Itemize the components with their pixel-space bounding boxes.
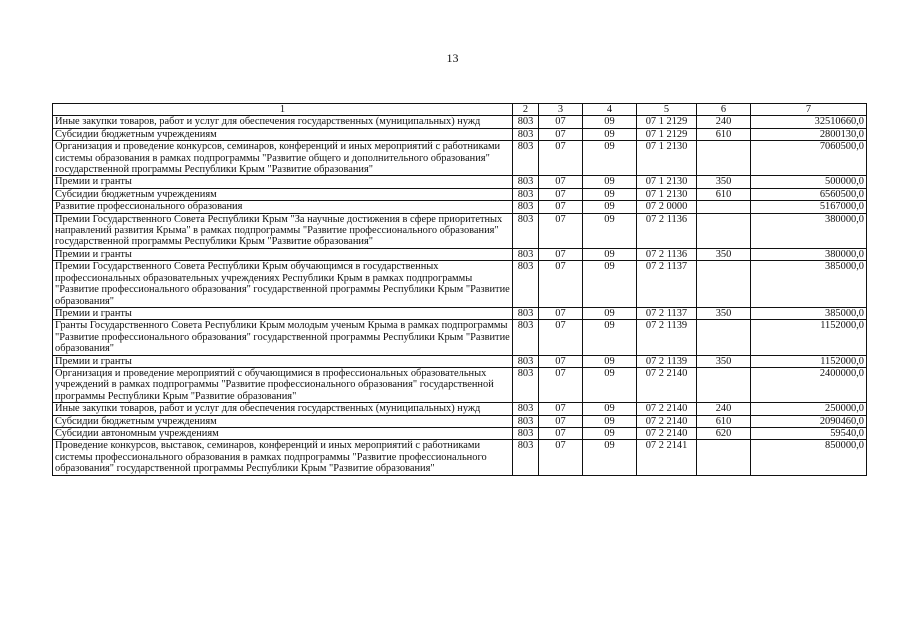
row-code-3: 07 bbox=[539, 201, 583, 213]
table-row bbox=[53, 403, 867, 415]
row-code-4: 09 bbox=[583, 403, 637, 415]
row-code-5: 07 2 1137 bbox=[637, 307, 697, 319]
row-name: Иные закупки товаров, работ и услуг для обеспечения государственных (муниципальных) нужд bbox=[53, 116, 513, 128]
table-row bbox=[53, 176, 867, 188]
table-row bbox=[53, 367, 867, 402]
row-amount: 5167000,0 bbox=[751, 201, 867, 213]
row-name: Организация и проведение конкурсов, семинаров, конференций и иных мероприятий с работниками системы образования в рамках подпрограммы "Развитие общего и дополнительного образования" государственной программы Республики Крым "Развитие образования" bbox=[53, 141, 513, 176]
column-header: 2 bbox=[513, 104, 539, 116]
table-row bbox=[53, 261, 867, 308]
row-name: Премии и гранты bbox=[53, 307, 513, 319]
row-amount: 1152000,0 bbox=[751, 320, 867, 355]
table-row bbox=[53, 128, 867, 140]
row-code-3: 07 bbox=[539, 307, 583, 319]
row-code-6: 240 bbox=[697, 116, 751, 128]
row-code-4: 09 bbox=[583, 261, 637, 308]
row-code-4: 09 bbox=[583, 367, 637, 402]
row-code-6 bbox=[697, 213, 751, 248]
row-code-3: 07 bbox=[539, 427, 583, 439]
column-header: 4 bbox=[583, 104, 637, 116]
row-code-6: 350 bbox=[697, 307, 751, 319]
row-code-4: 09 bbox=[583, 415, 637, 427]
row-code-5: 07 2 1139 bbox=[637, 355, 697, 367]
row-code-4: 09 bbox=[583, 201, 637, 213]
row-code-4: 09 bbox=[583, 213, 637, 248]
row-code-4: 09 bbox=[583, 116, 637, 128]
row-amount: 500000,0 bbox=[751, 176, 867, 188]
row-code-6: 610 bbox=[697, 128, 751, 140]
row-code-5: 07 2 2141 bbox=[637, 440, 697, 475]
table-row bbox=[53, 188, 867, 200]
row-code-5: 07 1 2130 bbox=[637, 176, 697, 188]
row-amount: 385000,0 bbox=[751, 261, 867, 308]
row-amount: 2800130,0 bbox=[751, 128, 867, 140]
row-code-4: 09 bbox=[583, 440, 637, 475]
row-code-3: 07 bbox=[539, 128, 583, 140]
row-code-6 bbox=[697, 367, 751, 402]
row-code-5: 07 1 2129 bbox=[637, 128, 697, 140]
row-amount: 59540,0 bbox=[751, 427, 867, 439]
row-code-5: 07 2 2140 bbox=[637, 403, 697, 415]
row-code-3: 07 bbox=[539, 213, 583, 248]
row-code-3: 07 bbox=[539, 116, 583, 128]
column-header: 6 bbox=[697, 104, 751, 116]
row-code-6: 610 bbox=[697, 415, 751, 427]
row-code-4: 09 bbox=[583, 320, 637, 355]
row-code-2: 803 bbox=[513, 201, 539, 213]
row-code-2: 803 bbox=[513, 440, 539, 475]
row-code-2: 803 bbox=[513, 128, 539, 140]
row-code-2: 803 bbox=[513, 261, 539, 308]
row-name: Проведение конкурсов, выставок, семинаров, конференций и иных мероприятий с работниками системы профессионального образования в рамках подпрограммы "Развитие профессионального образования" государственной программы Республики Крым "Развитие образования" bbox=[53, 440, 513, 475]
row-code-3: 07 bbox=[539, 355, 583, 367]
row-code-3: 07 bbox=[539, 403, 583, 415]
row-code-2: 803 bbox=[513, 320, 539, 355]
table-row bbox=[53, 355, 867, 367]
row-code-5: 07 2 1136 bbox=[637, 248, 697, 260]
column-header: 7 bbox=[751, 104, 867, 116]
row-code-4: 09 bbox=[583, 188, 637, 200]
row-amount: 7060500,0 bbox=[751, 141, 867, 176]
row-name: Субсидии бюджетным учреждениям bbox=[53, 128, 513, 140]
row-amount: 380000,0 bbox=[751, 248, 867, 260]
row-code-5: 07 2 1137 bbox=[637, 261, 697, 308]
row-code-5: 07 2 2140 bbox=[637, 427, 697, 439]
row-code-3: 07 bbox=[539, 248, 583, 260]
table-row bbox=[53, 427, 867, 439]
row-code-2: 803 bbox=[513, 307, 539, 319]
row-name: Субсидии автономным учреждениям bbox=[53, 427, 513, 439]
row-name: Гранты Государственного Совета Республики Крым молодым ученым Крыма в рамках подпрограммы "Развитие профессионального образования" государственной программы Республики Крым "Развитие образования" bbox=[53, 320, 513, 355]
row-code-5: 07 1 2130 bbox=[637, 141, 697, 176]
row-code-5: 07 2 1136 bbox=[637, 213, 697, 248]
row-code-3: 07 bbox=[539, 261, 583, 308]
column-header: 5 bbox=[637, 104, 697, 116]
row-code-2: 803 bbox=[513, 427, 539, 439]
table-row bbox=[53, 320, 867, 355]
row-code-6 bbox=[697, 141, 751, 176]
row-amount: 380000,0 bbox=[751, 213, 867, 248]
column-header: 1 bbox=[53, 104, 513, 116]
row-code-6: 610 bbox=[697, 188, 751, 200]
row-code-6: 620 bbox=[697, 427, 751, 439]
page-number: 13 bbox=[446, 51, 459, 65]
row-code-3: 07 bbox=[539, 367, 583, 402]
row-code-4: 09 bbox=[583, 307, 637, 319]
row-code-3: 07 bbox=[539, 141, 583, 176]
row-amount: 385000,0 bbox=[751, 307, 867, 319]
row-code-4: 09 bbox=[583, 128, 637, 140]
table-row bbox=[53, 440, 867, 475]
row-name: Премии и гранты bbox=[53, 176, 513, 188]
table-row bbox=[53, 213, 867, 248]
table-row bbox=[53, 141, 867, 176]
row-code-6: 240 bbox=[697, 403, 751, 415]
row-name: Премии Государственного Совета Республики Крым "За научные достижения в сфере приоритетных направлений развития Крыма" в рамках подпрограммы "Развитие профессионального образования" государственной программы Республики Крым "Развитие образования" bbox=[53, 213, 513, 248]
row-code-5: 07 1 2130 bbox=[637, 188, 697, 200]
row-code-6 bbox=[697, 201, 751, 213]
row-code-4: 09 bbox=[583, 141, 637, 176]
row-amount: 32510660,0 bbox=[751, 116, 867, 128]
row-code-2: 803 bbox=[513, 355, 539, 367]
row-code-5: 07 2 0000 bbox=[637, 201, 697, 213]
row-amount: 6560500,0 bbox=[751, 188, 867, 200]
row-code-2: 803 bbox=[513, 188, 539, 200]
row-code-2: 803 bbox=[513, 116, 539, 128]
row-amount: 250000,0 bbox=[751, 403, 867, 415]
row-code-4: 09 bbox=[583, 427, 637, 439]
row-code-3: 07 bbox=[539, 320, 583, 355]
row-code-5: 07 2 1139 bbox=[637, 320, 697, 355]
row-code-2: 803 bbox=[513, 403, 539, 415]
row-code-4: 09 bbox=[583, 176, 637, 188]
row-code-3: 07 bbox=[539, 415, 583, 427]
budget-table bbox=[52, 103, 867, 476]
row-code-2: 803 bbox=[513, 141, 539, 176]
row-amount: 850000,0 bbox=[751, 440, 867, 475]
row-amount: 1152000,0 bbox=[751, 355, 867, 367]
row-name: Развитие профессионального образования bbox=[53, 201, 513, 213]
row-code-6 bbox=[697, 261, 751, 308]
row-code-6: 350 bbox=[697, 355, 751, 367]
row-code-2: 803 bbox=[513, 176, 539, 188]
table-row bbox=[53, 248, 867, 260]
table-header-row bbox=[53, 104, 867, 116]
row-name: Организация и проведение мероприятий с обучающимися в профессиональных образовательных учреждений в рамках подпрограммы "Развитие профессионального образования" государственной программы Республики Крым "Развитие образования" bbox=[53, 367, 513, 402]
table-row bbox=[53, 307, 867, 319]
row-code-5: 07 2 2140 bbox=[637, 367, 697, 402]
row-name: Субсидии бюджетным учреждениям bbox=[53, 188, 513, 200]
row-name: Иные закупки товаров, работ и услуг для обеспечения государственных (муниципальных) нужд bbox=[53, 403, 513, 415]
row-code-2: 803 bbox=[513, 367, 539, 402]
row-code-2: 803 bbox=[513, 248, 539, 260]
row-code-2: 803 bbox=[513, 213, 539, 248]
table-row bbox=[53, 201, 867, 213]
row-code-5: 07 1 2129 bbox=[637, 116, 697, 128]
row-name: Премии и гранты bbox=[53, 248, 513, 260]
row-amount: 2400000,0 bbox=[751, 367, 867, 402]
row-name: Премии и гранты bbox=[53, 355, 513, 367]
table-row bbox=[53, 116, 867, 128]
row-code-6: 350 bbox=[697, 248, 751, 260]
row-code-3: 07 bbox=[539, 188, 583, 200]
row-name: Премии Государственного Совета Республики Крым обучающимся в государственных профессиональных образовательных учреждениях Республики Крым в рамках подпрограммы "Развитие профессионального образования" государственной программы Республики Крым "Развитие образования" bbox=[53, 261, 513, 308]
row-code-4: 09 bbox=[583, 355, 637, 367]
row-code-4: 09 bbox=[583, 248, 637, 260]
row-name: Субсидии бюджетным учреждениям bbox=[53, 415, 513, 427]
row-code-3: 07 bbox=[539, 440, 583, 475]
row-amount: 2090460,0 bbox=[751, 415, 867, 427]
row-code-3: 07 bbox=[539, 176, 583, 188]
row-code-6: 350 bbox=[697, 176, 751, 188]
table-row bbox=[53, 415, 867, 427]
column-header: 3 bbox=[539, 104, 583, 116]
row-code-6 bbox=[697, 320, 751, 355]
row-code-5: 07 2 2140 bbox=[637, 415, 697, 427]
row-code-6 bbox=[697, 440, 751, 475]
row-code-2: 803 bbox=[513, 415, 539, 427]
